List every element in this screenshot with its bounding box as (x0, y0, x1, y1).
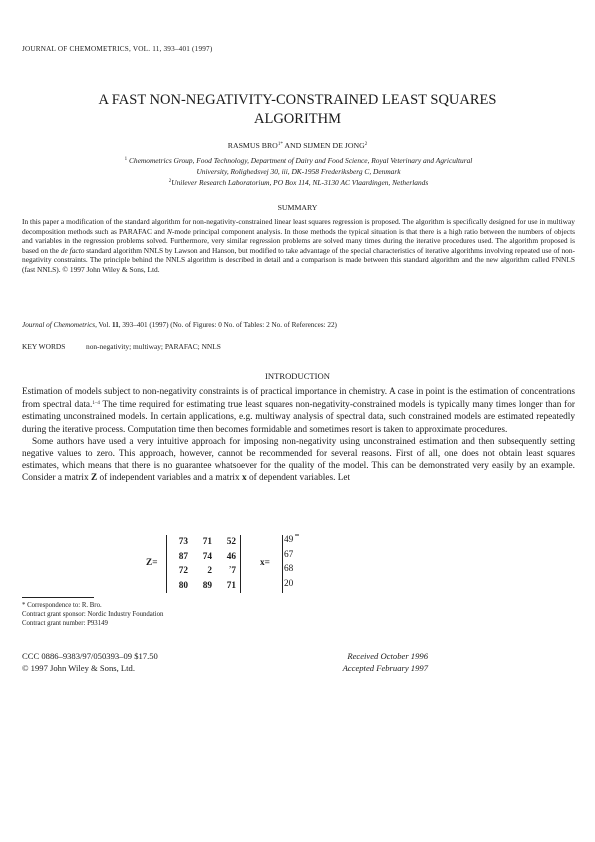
z-matrix-cell: 72 (178, 566, 188, 577)
x-vector-entry: 68 (284, 564, 294, 575)
journal-header: JOURNAL OF CHEMOMETRICS, VOL. 11, 393–401 (1997) (22, 45, 213, 53)
citation-vol-prefix: , Vol. (95, 321, 112, 329)
summary-part-3: standard algorithm NNLS by Lawson and Hanson, but modified to take advantage of the special characteristics of iterative algorithms involving repeated use of non-negativity constraints. The principle behind the NNLS algorithm is described in detail and a comparison is made between this standard algorithm and the new algorithm called FNNLS (fast NNLS). © 1997 John Wiley & Sons, Ltd. (22, 245, 576, 274)
z-matrix-cell: 46 (226, 551, 236, 562)
citation-journal: Journal of Chemometrics (22, 321, 96, 329)
z-matrix-cell: 87 (178, 551, 188, 562)
z-matrix-label: Z= (146, 558, 158, 568)
introduction-body (22, 386, 575, 485)
affiliation-1-cont: University, Rolighedsvej 30, iii, DK-1958 Frederiksberg C, Denmark (196, 166, 401, 176)
intro-reference-marker: 1–4 (92, 401, 100, 407)
affiliation-2-text: Unilever Research Laboratorium, PO Box 114, NL-3130 AC Vlaardingen, Netherlands (171, 178, 429, 187)
intro-p1-start: Estimation of models subject to non-negativity constraints is of practical importance in chemistry. A case in point is the estimation of concentrations from spectral data. (22, 387, 575, 411)
paper-title (0, 91, 595, 129)
intro-symbol-z: Z (90, 473, 98, 484)
received-date: Received October 1996 (347, 651, 428, 661)
author-1-marker: 1* (277, 142, 283, 147)
citation-line (22, 321, 337, 329)
title-line-1: A FAST NON-NEGATIVITY-CONSTRAINED LEAST SQUARES (98, 92, 497, 108)
affiliation-1-line-1: Chemometrics Group, Food Technology, Department of Dairy and Food Science, Royal Veterinary and Agricultural (129, 156, 473, 165)
keywords-value: non-negativity; multiway; PARAFAC; NNLS (86, 342, 221, 351)
footnote-rule (22, 597, 94, 598)
footnote-sponsor: Contract grant sponsor: Nordic Industry Foundation (22, 611, 164, 618)
affiliation-1-marker: 1 (124, 157, 128, 162)
equation-comma: , (229, 560, 232, 570)
x-vector-entry: 67 (284, 549, 294, 560)
x-vector-entry: 49 (284, 535, 294, 545)
citation-volume: 11 (112, 321, 119, 329)
dates (343, 650, 428, 674)
z-matrix-cell: 89 (202, 581, 212, 592)
summary-heading: SUMMARY (277, 203, 318, 212)
summary-part-2: -mode principal component analysis. In those methods the typical situation is that there is a high ratio between the numbers of objects and variables in the regression problems solved. Furthermore, very similar regression problems are solved many times during the iterative procedures used. The algorithm proposed is based on the (22, 226, 576, 255)
z-matrix-cell: 7 (231, 566, 236, 577)
z-matrix-cell: 74 (202, 551, 212, 562)
intro-symbol-x: x (241, 473, 247, 484)
equation (0, 535, 595, 595)
affiliation-2-marker: 2 (168, 179, 172, 184)
title-line-2: ALGORITHM (254, 111, 341, 127)
z-matrix-row (170, 535, 236, 550)
affiliation-2 (22, 177, 575, 189)
intro-paragraph-1 (22, 386, 575, 436)
x-vector-label: x= (260, 558, 270, 568)
footnotes (22, 601, 163, 628)
author-1: RASMUS BRO (227, 141, 278, 150)
author-2-marker: 2 (364, 142, 368, 147)
footnote-correspondence: * Correspondence to: R. Bro. (22, 602, 102, 609)
keywords-label: KEY WORDS (22, 342, 66, 351)
summary-text (22, 217, 575, 275)
introduction-heading: INTRODUCTION (265, 371, 330, 381)
summary-emphasis-de-facto: de facto (60, 245, 85, 255)
intro-p1-end: The time required for estimating true least squares non-negativity-constrained models is typically many times longer than for estimating unconstrained models. In certain applications, e.g. multiway analysis of spectral data, such constrained models are estimated repeatedly during the iterative process. Computation time then becomes formidable and sometimes resort is taken to approximate procedures. (22, 400, 576, 435)
affiliations (22, 155, 575, 189)
z-matrix-cell: 2 (207, 566, 212, 577)
intro-p2-end: of dependent variables. Let (246, 473, 351, 484)
x-vector-bracket (281, 534, 301, 596)
z-matrix-cell: 52 (226, 537, 236, 548)
author-2: SIJMEN DE JONG (303, 141, 365, 150)
summary-part-1: In this paper a modification of the standard algorithm for non-negativity-constrained linear least squares regression is proposed. The algorithm is specifically designed for use in multiway decomposition methods such as PARAFAC and (22, 217, 575, 236)
z-matrix-row (170, 579, 236, 594)
ccc-code: CCC 0886–9383/97/050393–09 $17.50 (22, 651, 158, 661)
footnote-grant-number: Contract grant number: P93149 (22, 620, 108, 627)
z-matrix-row (170, 564, 236, 579)
publication-info (22, 650, 158, 674)
author-list (0, 141, 595, 150)
keywords (22, 342, 221, 351)
intro-paragraph-2 (22, 436, 575, 485)
z-matrix-cell: 71 (226, 581, 236, 592)
x-vector-entry: 20 (284, 578, 294, 589)
z-matrix-row (170, 550, 236, 565)
author-joiner: AND (282, 141, 304, 150)
z-matrix-table (170, 535, 236, 593)
z-matrix-cell: 71 (202, 537, 212, 548)
intro-p2-middle: of independent variables and a matrix (97, 473, 242, 484)
z-matrix-cell: 80 (178, 581, 188, 592)
summary-emphasis-n: N (167, 226, 172, 236)
accepted-date: Accepted February 1997 (342, 663, 428, 673)
copyright-notice: © 1997 John Wiley & Sons, Ltd. (22, 663, 135, 673)
affiliation-1 (22, 155, 575, 167)
citation-rest: , 393–401 (1997) (No. of Figures: 0 No. of Tables: 2 No. of References: 22) (118, 321, 337, 329)
z-matrix-cell: 73 (178, 537, 188, 548)
intro-p2-start: Some authors have used a very intuitive approach for imposing non-negativity using unconstrained estimation and then subsequently setting negative values to zero. This approach, however, cannot be recommended for several reasons. First of all, one does not obtain least squares estimates, which means that there is no guarantee whatsoever for the quality of the model. This can be demonstrated very easily by an example. Consider a matrix (22, 436, 575, 484)
